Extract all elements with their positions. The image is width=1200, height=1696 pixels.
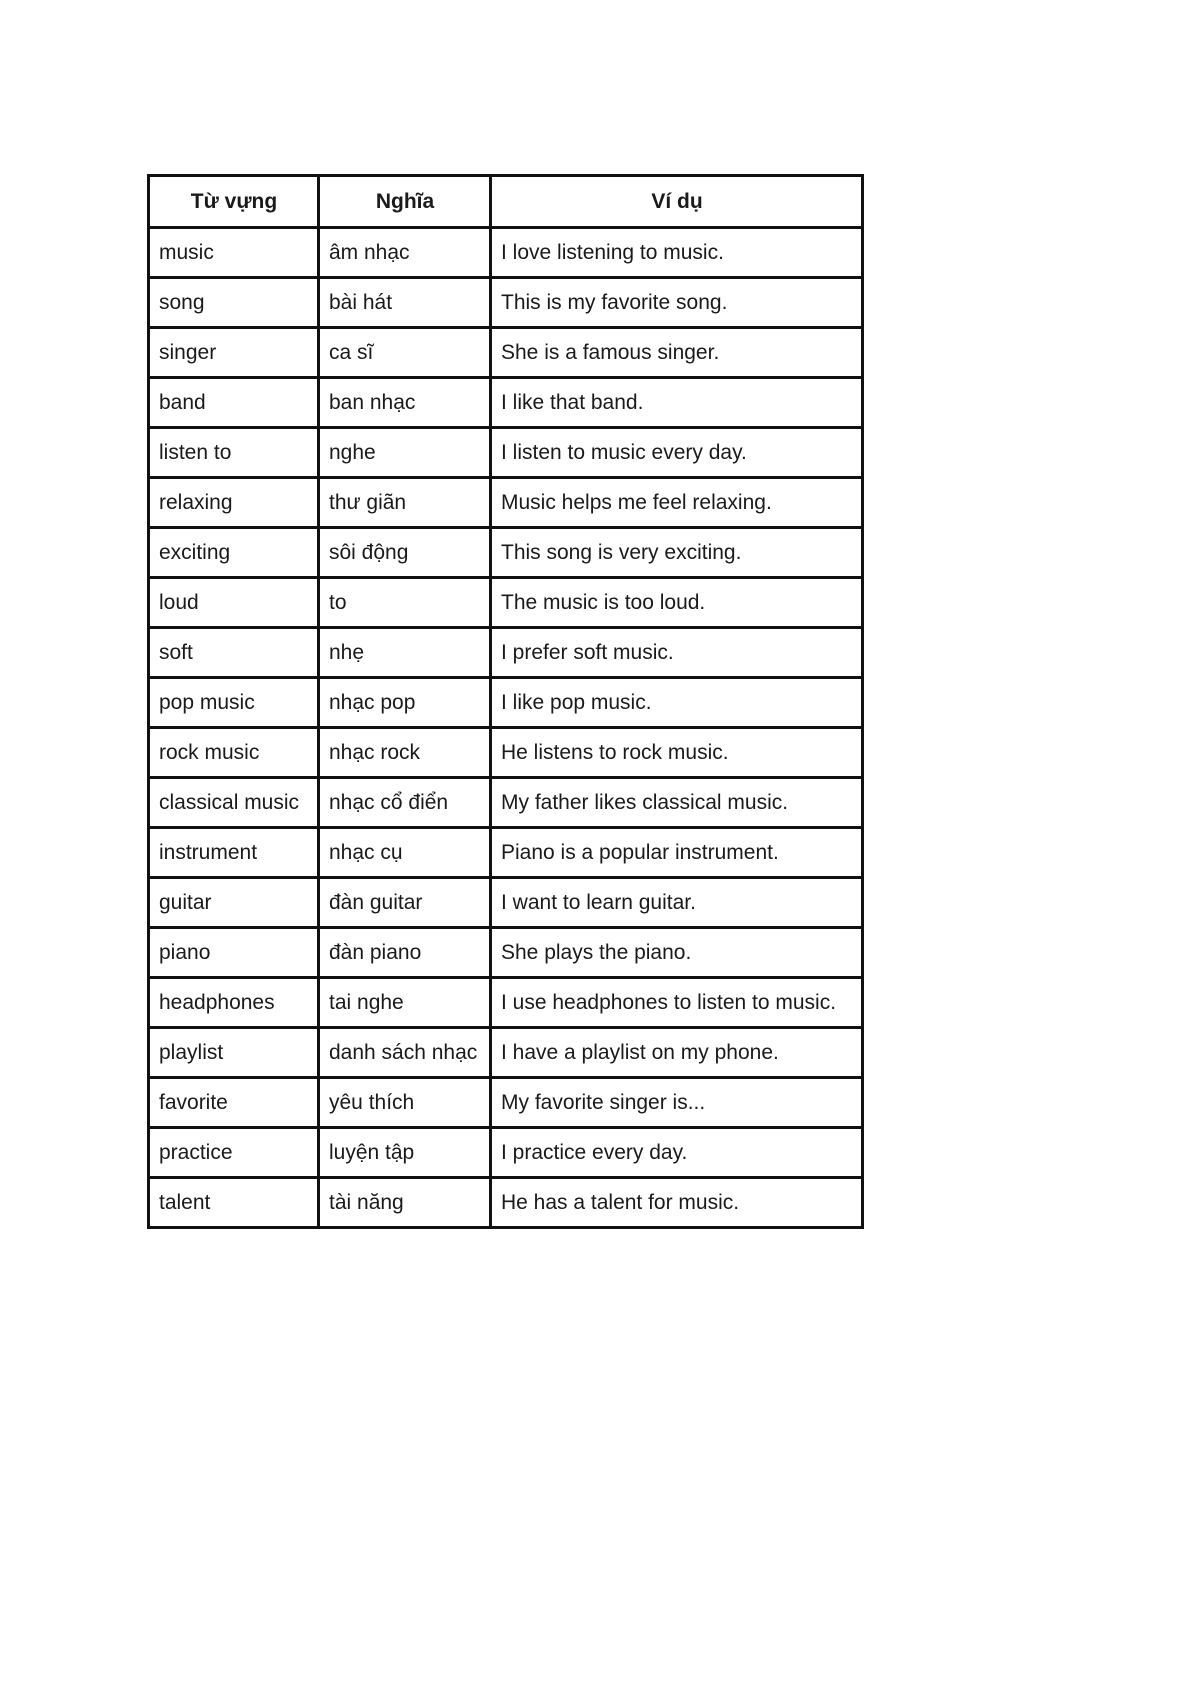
table-row [149,578,863,628]
table-row [149,1178,863,1228]
cell-word: music [149,228,319,278]
cell-example: I like that band. [491,378,863,428]
cell-meaning: bài hát [319,278,491,328]
cell-meaning: to [319,578,491,628]
cell-word: loud [149,578,319,628]
table-row [149,628,863,678]
header-meaning: Nghĩa [319,176,491,228]
cell-word: piano [149,928,319,978]
cell-word: soft [149,628,319,678]
cell-meaning: tai nghe [319,978,491,1028]
table-row [149,778,863,828]
cell-example: She is a famous singer. [491,328,863,378]
cell-meaning: nhạc pop [319,678,491,728]
cell-example: I prefer soft music. [491,628,863,678]
cell-word: singer [149,328,319,378]
cell-example: She plays the piano. [491,928,863,978]
table-row [149,728,863,778]
cell-example: I like pop music. [491,678,863,728]
cell-meaning: yêu thích [319,1078,491,1128]
table-row [149,1028,863,1078]
cell-word: exciting [149,528,319,578]
cell-meaning: nghe [319,428,491,478]
cell-meaning: nhạc cổ điển [319,778,491,828]
cell-example: This song is very exciting. [491,528,863,578]
cell-example: This is my favorite song. [491,278,863,328]
vocabulary-table [147,174,864,1229]
table-row [149,1078,863,1128]
table-row [149,278,863,328]
cell-example: I practice every day. [491,1128,863,1178]
cell-meaning: nhạc rock [319,728,491,778]
cell-word: song [149,278,319,328]
cell-word: band [149,378,319,428]
header-example: Ví dụ [491,176,863,228]
cell-word: classical music [149,778,319,828]
cell-example: He listens to rock music. [491,728,863,778]
cell-word: practice [149,1128,319,1178]
header-word: Từ vựng [149,176,319,228]
table-row [149,828,863,878]
cell-word: rock music [149,728,319,778]
table-row [149,1128,863,1178]
cell-example: I use headphones to listen to music. [491,978,863,1028]
cell-meaning: luyện tập [319,1128,491,1178]
table-row [149,328,863,378]
cell-example: Piano is a popular instrument. [491,828,863,878]
cell-word: headphones [149,978,319,1028]
table-row [149,978,863,1028]
cell-word: talent [149,1178,319,1228]
cell-meaning: tài năng [319,1178,491,1228]
cell-example: My father likes classical music. [491,778,863,828]
table-body [149,228,863,1228]
cell-example: I have a playlist on my phone. [491,1028,863,1078]
cell-meaning: ca sĩ [319,328,491,378]
table-row [149,878,863,928]
cell-word: guitar [149,878,319,928]
cell-example: My favorite singer is... [491,1078,863,1128]
cell-meaning: đàn piano [319,928,491,978]
table-row [149,678,863,728]
table-row [149,378,863,428]
table-row [149,528,863,578]
cell-word: favorite [149,1078,319,1128]
cell-meaning: nhạc cụ [319,828,491,878]
cell-example: Music helps me feel relaxing. [491,478,863,528]
cell-meaning: thư giãn [319,478,491,528]
table-row [149,478,863,528]
cell-meaning: ban nhạc [319,378,491,428]
table-header-row [149,176,863,228]
cell-example: He has a talent for music. [491,1178,863,1228]
table-row [149,228,863,278]
cell-meaning: sôi động [319,528,491,578]
table-row [149,928,863,978]
cell-example: I listen to music every day. [491,428,863,478]
cell-meaning: đàn guitar [319,878,491,928]
cell-example: The music is too loud. [491,578,863,628]
cell-meaning: nhẹ [319,628,491,678]
cell-meaning: danh sách nhạc [319,1028,491,1078]
cell-meaning: âm nhạc [319,228,491,278]
cell-word: playlist [149,1028,319,1078]
cell-word: relaxing [149,478,319,528]
cell-word: pop music [149,678,319,728]
cell-example: I love listening to music. [491,228,863,278]
cell-example: I want to learn guitar. [491,878,863,928]
table-row [149,428,863,478]
cell-word: instrument [149,828,319,878]
cell-word: listen to [149,428,319,478]
